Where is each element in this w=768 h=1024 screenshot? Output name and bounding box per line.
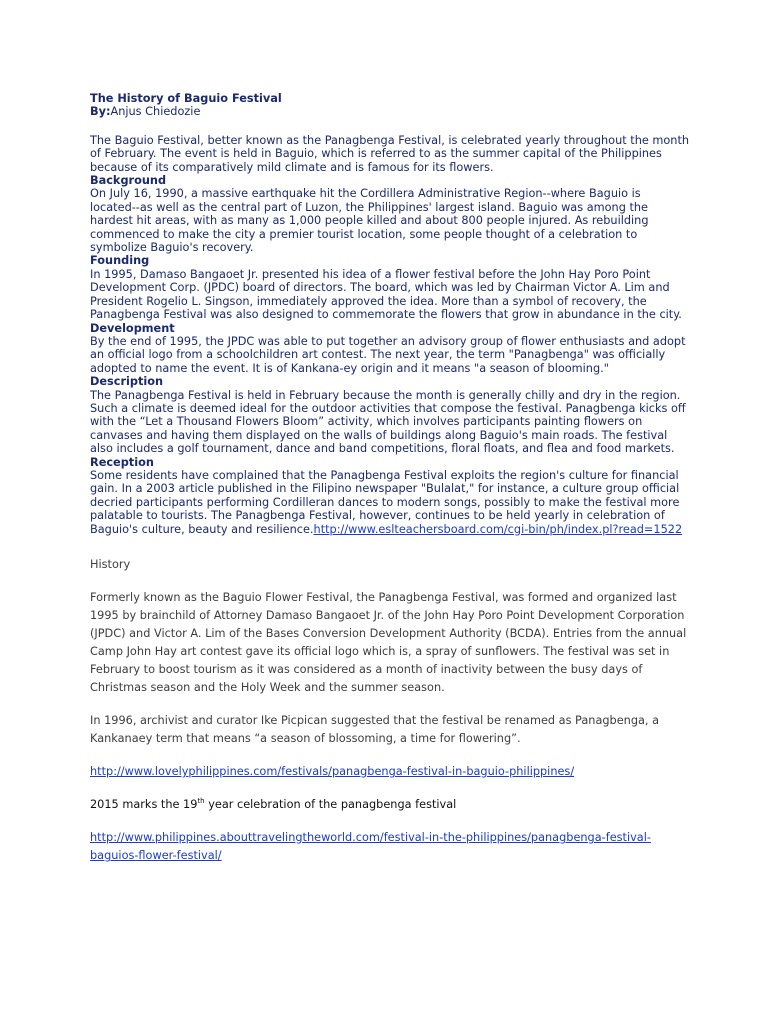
section-text-background: On July 16, 1990, a massive earthquake hit the Cordillera Administrative Region--where Baguio is located--as well as the central part of Luzon, the Philippines' largest island. Baguio was among the hardest hit areas, with as many as 1,000 people killed and about 800 people injured. As rebuilding commenced to make the city a premier tourist location, some people thought of a celebration to symbolize Baguio's recovery. [90, 187, 649, 255]
anniversary-line [90, 796, 690, 814]
section-text-description: The Panagbenga Festival is held in February because the month is generally chilly and dry in the region. Such a climate is deemed ideal for the outdoor activities that compose the festival. Panagbenga kicks off with the “Let a Thousand Flowers Bloom” activity, which involves participants painting flowers on canvases and having them displayed on the walls of buildings along Baguio's main roads. The festival also includes a golf tournament, dance and band competitions, floral floats, and flea and food markets. [90, 388, 686, 456]
document-page [90, 92, 690, 865]
byline [90, 105, 690, 118]
section-text-reception [90, 469, 690, 536]
history-paragraph-2: In 1996, archivist and curator Ike Picpican suggested that the festival be renamed as Panagbenga, a Kankanaey term that means “a season of blossoming, a time for flowering”. [90, 714, 660, 745]
lovelyphilippines-link[interactable]: http://www.lovelyphilippines.com/festivals/panagbenga-festival-in-baguio-philippines/ [90, 765, 575, 778]
section-heading-description: Description [90, 375, 164, 389]
section-text-development: By the end of 1995, the JPDC was able to put together an advisory group of flower enthusiasts and adopt an official logo from a schoolchildren art contest. The next year, the term "Panagbenga" was officially adopted to name the event. It is of Kankana-ey origin and it means "a season of blooming." [90, 334, 686, 375]
by-label: By: [90, 105, 111, 119]
anniversary-post: year celebration of the panagbenga festival [204, 798, 457, 811]
article-title: The History of Baguio Festival [90, 92, 282, 105]
article-block [90, 92, 690, 536]
section-heading-reception: Reception [90, 455, 154, 469]
section-heading-founding: Founding [90, 254, 150, 268]
abouttraveling-link[interactable]: http://www.philippines.abouttravelingtheworld.com/festival-in-the-philippines/panagbenga-festival-baguios-flower-festival/ [90, 831, 651, 862]
history-heading: History [90, 558, 131, 571]
section-heading-development: Development [90, 321, 175, 335]
anniversary-pre: 2015 marks the 19 [90, 798, 198, 811]
history-paragraph-1: Formerly known as the Baguio Flower Festival, the Panagbenga Festival, was formed and organized last 1995 by brainchild of Attorney Damaso Bangaoet Jr. of the John Hay Poro Point Development Corporation (JPDC) and Victor A. Lim of the Bases Conversion Development Authority (BCDA). Entries from the annual Camp John Hay art contest gave its official logo which is, a spray of sunflowers. The festival was set in February to boost tourism as it was considered as a month of inactivity between the busy days of Christmas season and the Holy Week and the summer season. [90, 591, 687, 694]
intro-paragraph: The Baguio Festival, better known as the Panagbenga Festival, is celebrated yearly throughout the month of February. The event is held in Baguio, which is referred to as the summer capital of the Philippines because of its comparatively mild climate and is famous for its flowers. [90, 133, 690, 174]
anniversary-sup: th [197, 797, 205, 806]
author-name: Anjus Chiedozie [110, 105, 201, 119]
history-block [90, 556, 690, 865]
source-link[interactable]: http://www.eslteachersboard.com/cgi-bin/ph/index.pl?read=1522 [313, 522, 683, 536]
section-heading-background: Background [90, 174, 167, 188]
reception-text: Some residents have complained that the Panagbenga Festival exploits the region's culture for financial gain. In a 2003 article published in the Filipino newspaper "Bulalat," for instance, a culture group official decried participants performing Cordilleran dances to modern songs, possibly to make the festival more palatable to tourists. The Panagbenga Festival, however, continues to be held yearly in celebration of Baguio's culture, beauty and resilience. [90, 468, 680, 536]
section-text-founding: In 1995, Damaso Bangaoet Jr. presented his idea of a flower festival before the John Hay Poro Point Development Corp. (JPDC) board of directors. The board, which was led by Chairman Victor A. Lim and President Rogelio L. Singson, immediately approved the idea. More than a symbol of recovery, the Panagbenga Festival was also designed to commemorate the flowers that grow in abundance in the city. [90, 267, 682, 322]
